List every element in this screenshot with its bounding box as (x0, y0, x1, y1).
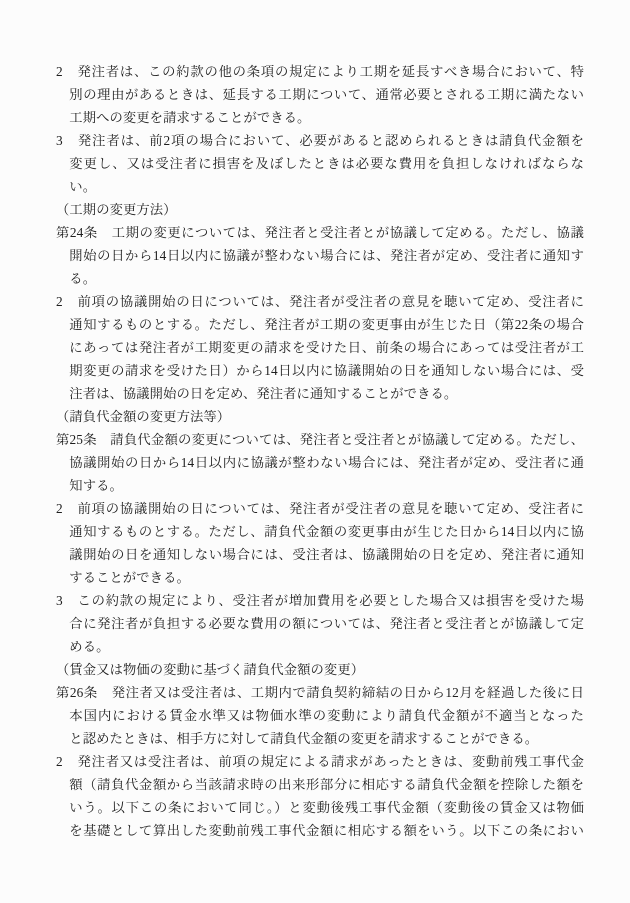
line-article: 第26条 発注者又は受注者は、工期内で請負契約締結の日から12月を経過した後に日 (56, 685, 584, 700)
line-article: 第24条 工期の変更については、発注者と受注者とが協議して定める。ただし、協議 (56, 225, 584, 240)
line-continuation: る。 (69, 271, 97, 286)
line-continuation: 協議開始の日から14日以内に協議が整わない場合には、発注者が定め、受注者に通 (69, 455, 584, 470)
line-continuation: と認めたときは、相手方に対して請負代金額の変更を請求することができる。 (69, 731, 539, 746)
line-heading: （工期の変更方法） (56, 202, 177, 217)
line-continuation: 別の理由があるときは、延長する工期について、通常必要とされる工期に満たない (69, 87, 584, 102)
line-item: 2 発注者又は受注者は、前項の規定による請求があったときは、変動前残工事代金 (56, 754, 584, 769)
line-item: 2 発注者は、この約款の他の条項の規定により工期を延長すべき場合において、特 (56, 64, 584, 79)
line-heading: （賃金又は物価の変動に基づく請負代金額の変更） (56, 662, 365, 677)
line-continuation: 通知するものとする。ただし、発注者が工期の変更事由が生じた日（第22条の場合 (69, 317, 584, 332)
line-continuation: 変更し、又は受注者に損害を及ぼしたときは必要な費用を負担しなければならな (69, 156, 584, 171)
line-continuation: を基礎として算出した変動前残工事代金額に相応する額をいう。以下この条におい (69, 823, 584, 838)
line-continuation: 知する。 (69, 478, 123, 493)
line-continuation: することができる。 (69, 570, 190, 585)
line-item: 3 発注者は、前2項の場合において、必要があると認められるときは請負代金額を (56, 133, 584, 148)
line-item: 3 この約款の規定により、受注者が増加費用を必要とした場合又は損害を受けた場 (56, 593, 584, 608)
line-continuation: 期変更の請求を受けた日）から14日以内に協議開始の日を通知しない場合には、受 (69, 363, 584, 378)
line-article: 第25条 請負代金額の変更については、発注者と受注者とが協議して定める。ただし、 (56, 432, 584, 447)
line-continuation: 通知するものとする。ただし、請負代金額の変更事由が生じた日から14日以内に協 (69, 524, 584, 539)
line-item: 2 前項の協議開始の日については、発注者が受注者の意見を聴いて定め、受注者に (56, 294, 584, 309)
line-item: 2 前項の協議開始の日については、発注者が受注者の意見を聴いて定め、受注者に (56, 501, 584, 516)
line-continuation: にあっては発注者が工期変更の請求を受けた日、前条の場合にあっては受注者が工 (69, 340, 584, 355)
line-continuation: 開始の日から14日以内に協議が整わない場合には、発注者が定め、受注者に通知す (69, 248, 584, 263)
line-continuation: 合に発注者が負担する必要な費用の額については、発注者と受注者とが協議して定 (69, 616, 584, 631)
line-continuation: いう。以下この条において同じ。）と変動後残工事代金額（変動後の賃金又は物価 (69, 800, 584, 815)
line-continuation: 工期への変更を請求することができる。 (69, 110, 311, 125)
line-continuation: い。 (69, 179, 97, 194)
line-continuation: める。 (69, 639, 110, 654)
line-continuation: 注者は、協議開始の日を定め、発注者に通知することができる。 (69, 386, 458, 401)
line-continuation: 議開始の日を通知しない場合には、受注者は、協議開始の日を定め、発注者に通知 (69, 547, 584, 562)
line-continuation: 額（請負代金額から当該請求時の出来形部分に相応する請負代金額を控除した額を (69, 777, 584, 792)
line-heading: （請負代金額の変更方法等） (56, 409, 231, 424)
page-content (56, 60, 584, 842)
line-continuation: 本国内における賃金水準又は物価水準の変動により請負代金額が不適当となった (69, 708, 584, 723)
